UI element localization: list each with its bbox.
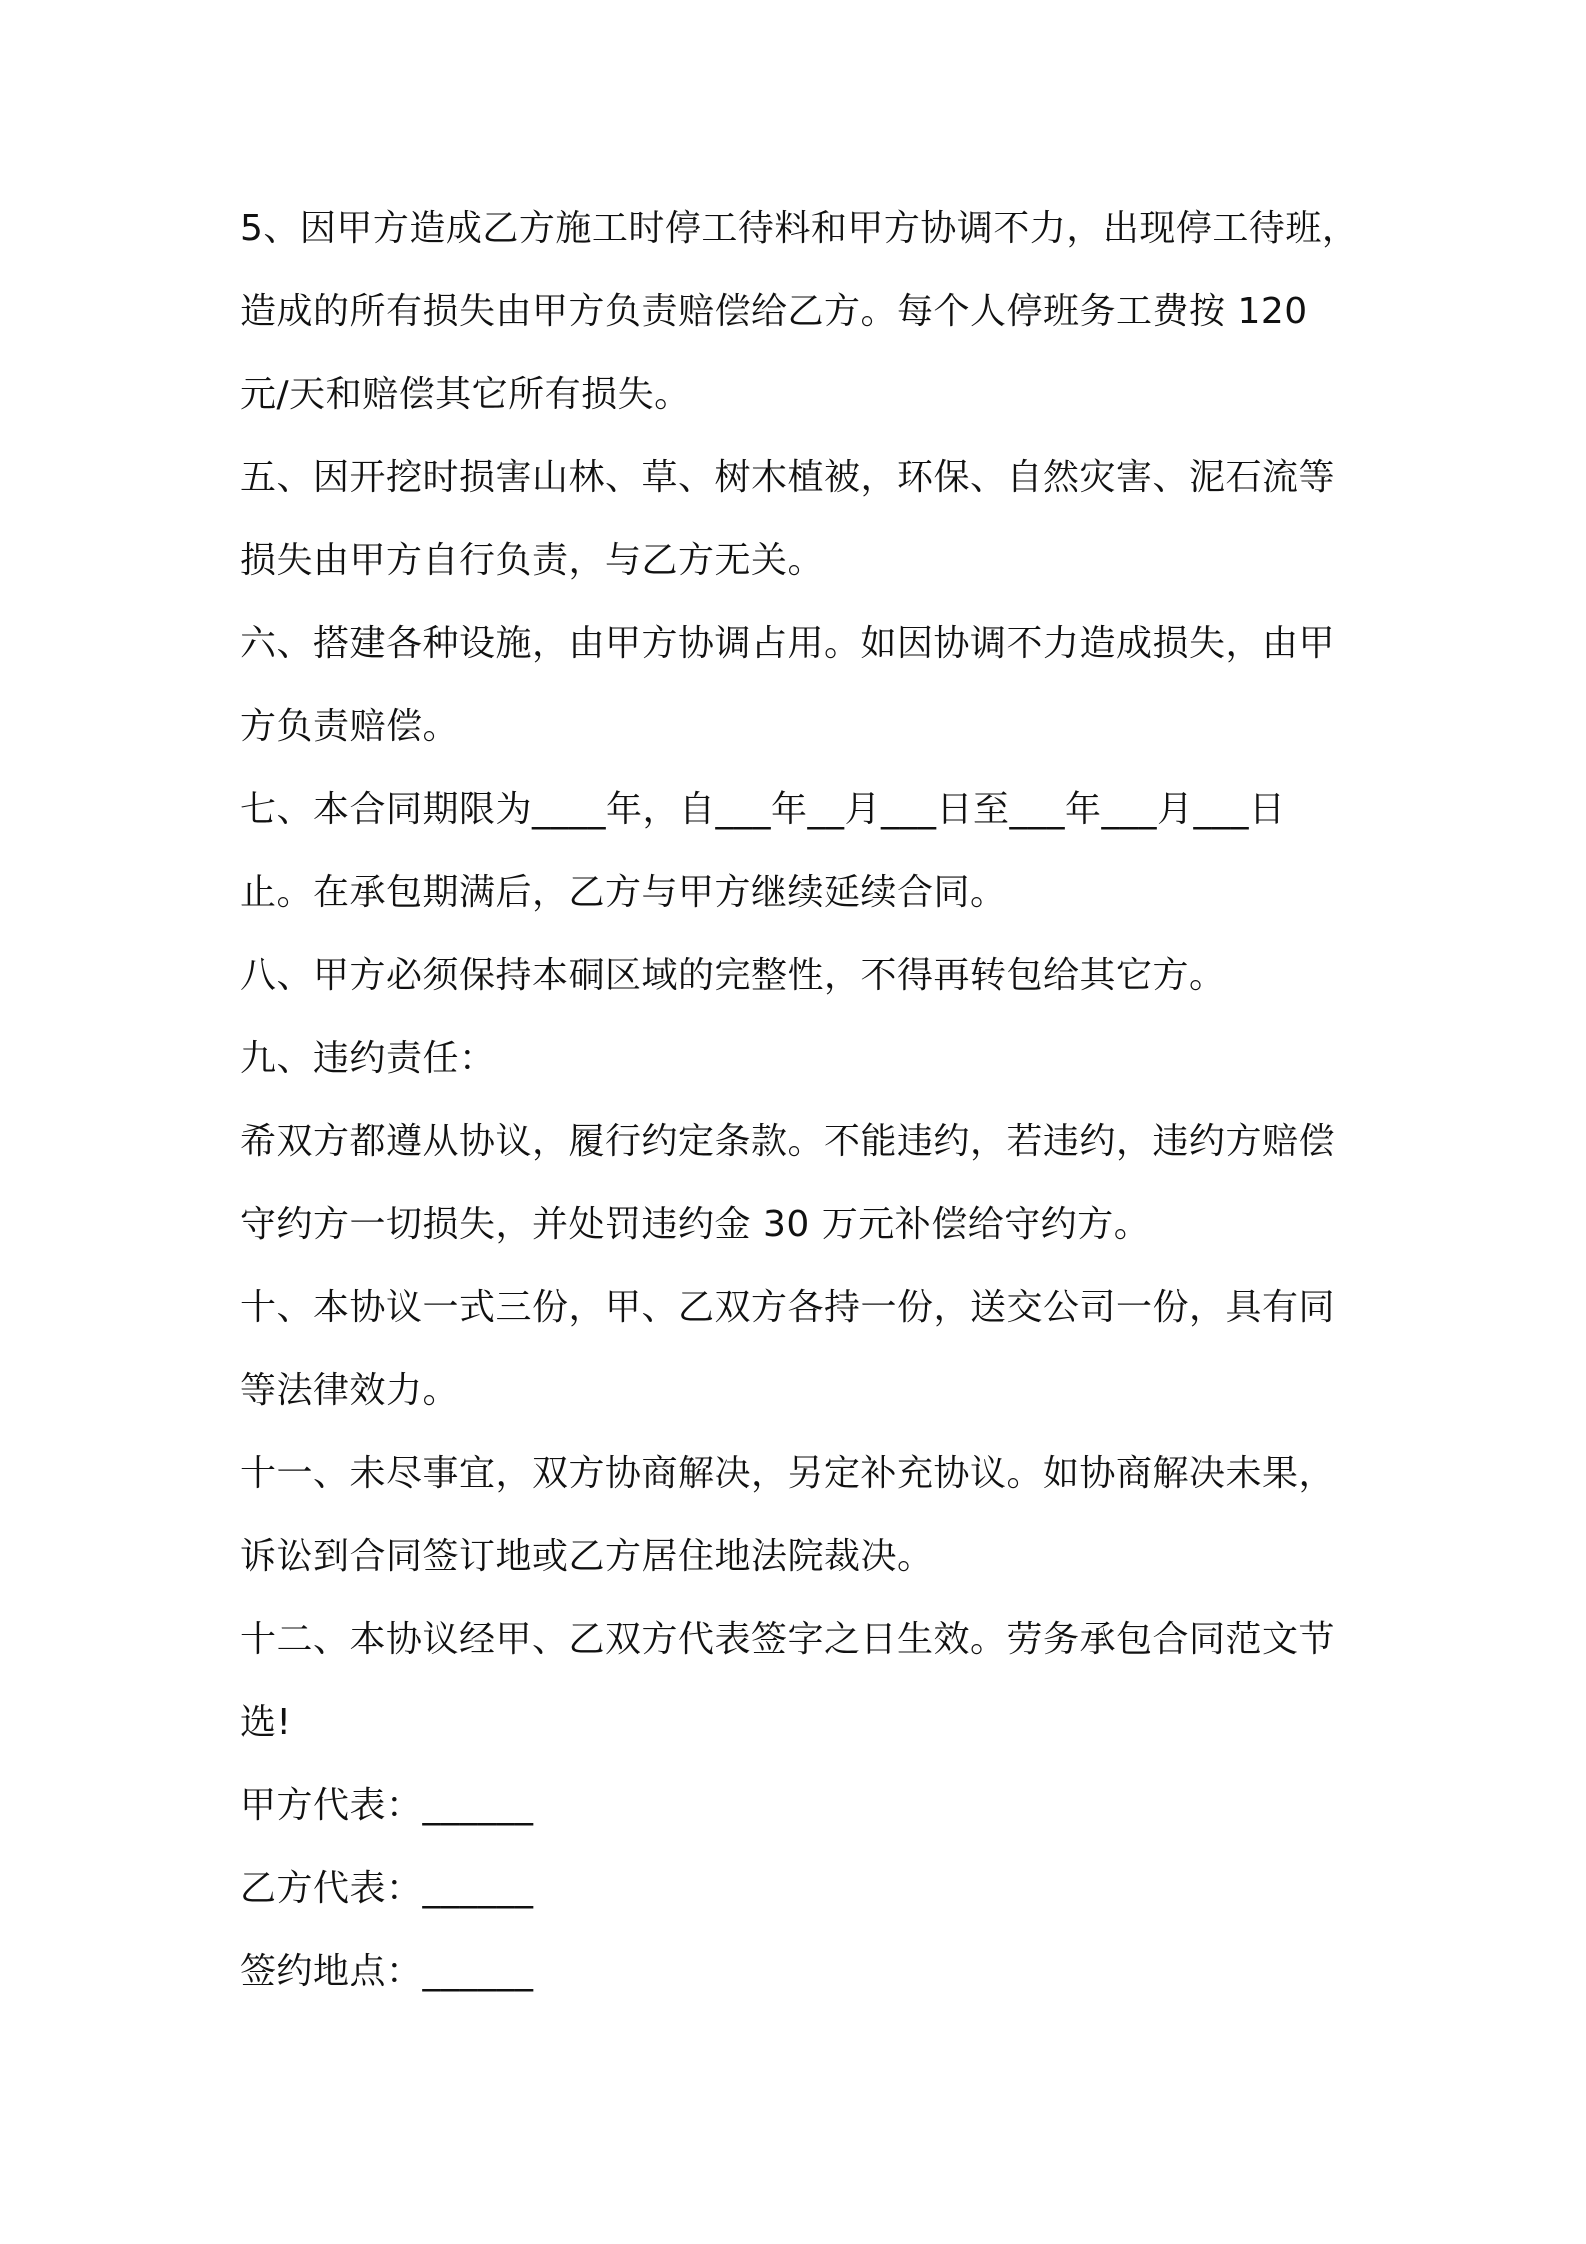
clause-seven-line-1: 七、本合同期限为____年，自___年__月___日至___年___月___日 — [240, 789, 1286, 830]
clause-ten-line-2: 等法律效力。 — [240, 1370, 460, 1411]
clause-six-line-2: 方负责赔偿。 — [240, 706, 460, 747]
clause-six-line-1: 六、搭建各种设施，由甲方协调占用。如因协调不力造成损失，由甲 — [240, 623, 1336, 664]
clause-twelve-line-2: 选! — [240, 1702, 292, 1743]
clause-eight-line: 八、甲方必须保持本硐区域的完整性，不得再转包给其它方。 — [240, 955, 1226, 996]
clause-ten-line-1: 十、本协议一式三份，甲、乙双方各持一份，送交公司一份，具有同 — [240, 1287, 1336, 1328]
clause-nine-line-2: 守约方一切损失，并处罚违约金 30 万元补偿给守约方。 — [240, 1204, 1151, 1245]
clause-twelve-line-1: 十二、本协议经甲、乙双方代表签字之日生效。劳务承包合同范文节 — [240, 1619, 1336, 1660]
party-b-representative: 乙方代表：______ — [240, 1868, 534, 1909]
clause-5-line-3: 元/天和赔偿其它所有损失。 — [240, 374, 691, 415]
clause-5-line-2: 造成的所有损失由甲方负责赔偿给乙方。每个人停班务工费按 120 — [240, 291, 1308, 332]
clause-nine-line-1: 希双方都遵从协议，履行约定条款。不能违约，若违约，违约方赔偿 — [240, 1121, 1336, 1162]
clause-eleven-line-2: 诉讼到合同签订地或乙方居住地法院裁决。 — [240, 1536, 934, 1577]
clause-five-line-1: 五、因开挖时损害山林、草、树木植被，环保、自然灾害、泥石流等 — [240, 457, 1336, 498]
clause-eleven-line-1: 十一、未尽事宜，双方协商解决，另定补充协议。如协商解决未果， — [240, 1453, 1336, 1494]
clause-five-line-2: 损失由甲方自行负责，与乙方无关。 — [240, 540, 825, 581]
signing-location: 签约地点：______ — [240, 1951, 534, 1992]
party-a-representative: 甲方代表：______ — [240, 1785, 534, 1826]
clause-seven-line-2: 止。在承包期满后，乙方与甲方继续延续合同。 — [240, 872, 1007, 913]
clause-nine-heading: 九、违约责任： — [240, 1038, 496, 1079]
clause-5-line-1: 5、因甲方造成乙方施工时停工待料和甲方协调不力，出现停工待班， — [240, 208, 1359, 249]
